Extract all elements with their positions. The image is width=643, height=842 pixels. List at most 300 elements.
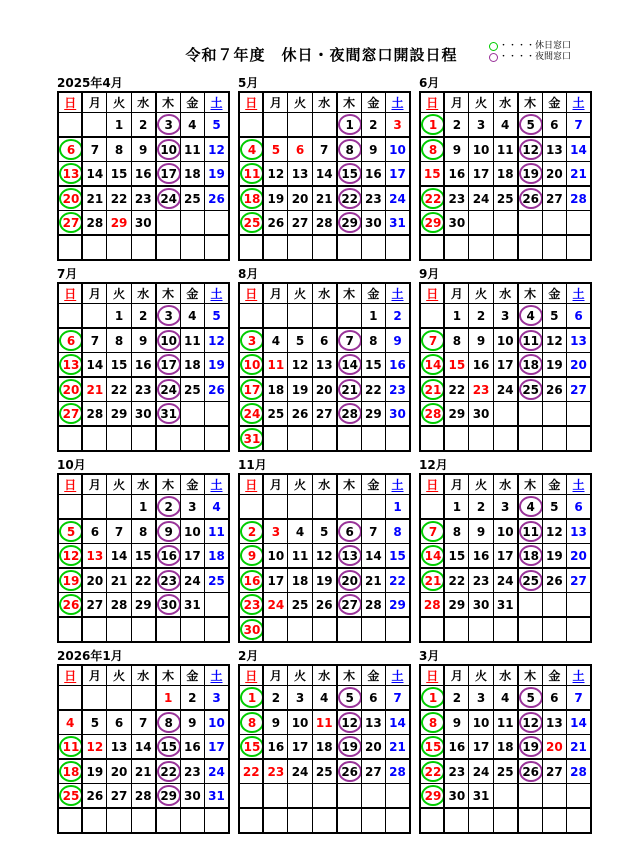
date-cell xyxy=(180,544,204,569)
date-cell xyxy=(567,211,591,236)
day-header-weekday: 木 xyxy=(156,283,180,304)
day-header-saturday: 土 xyxy=(567,665,591,686)
date-number: 20 xyxy=(570,357,587,372)
date-cell xyxy=(263,568,287,593)
date-cell xyxy=(205,353,229,378)
date-cell xyxy=(131,186,155,211)
date-cell xyxy=(518,495,542,520)
holiday-window-circle-icon xyxy=(240,139,263,160)
date-number: 12 xyxy=(86,739,104,754)
date-cell xyxy=(82,137,106,162)
date-number: 23 xyxy=(160,573,178,588)
date-cell xyxy=(263,617,287,642)
holiday-window-circle-icon xyxy=(421,736,444,757)
date-cell xyxy=(567,544,591,569)
date-number: 30 xyxy=(183,788,201,803)
date-cell xyxy=(131,519,155,544)
date-number: 15 xyxy=(364,357,382,372)
day-header-weekday: 月 xyxy=(82,665,106,686)
date-cell xyxy=(156,568,180,593)
date-number: 9 xyxy=(188,715,197,730)
date-number: 1 xyxy=(114,117,124,132)
day-header-weekday: 火 xyxy=(288,665,312,686)
date-cell xyxy=(469,808,493,833)
page-title: 令和７年度 休日・夜間窓口開設日程 xyxy=(185,46,458,64)
date-number: 17 xyxy=(496,548,514,563)
date-cell xyxy=(542,162,566,187)
date-cell xyxy=(361,686,385,711)
date-cell xyxy=(131,162,155,187)
date-number: 6 xyxy=(550,117,559,132)
date-number: 21 xyxy=(424,573,442,588)
week-row xyxy=(239,113,410,138)
week-row xyxy=(239,186,410,211)
date-cell xyxy=(444,710,468,735)
date-cell xyxy=(58,186,82,211)
day-header-weekday: 金 xyxy=(361,283,385,304)
date-cell xyxy=(518,426,542,451)
holiday-window-circle-icon xyxy=(421,330,444,351)
calendar-table xyxy=(57,473,230,643)
date-cell xyxy=(180,710,204,735)
date-cell xyxy=(361,544,385,569)
date-number: 22 xyxy=(110,191,128,206)
date-number: 6 xyxy=(550,690,559,705)
calendar-grid xyxy=(57,76,592,834)
date-number: 18 xyxy=(315,739,333,754)
date-cell xyxy=(420,304,444,329)
date-number: 8 xyxy=(114,333,124,348)
date-number: 22 xyxy=(364,382,382,397)
date-cell xyxy=(239,137,263,162)
date-number: 24 xyxy=(243,406,261,421)
date-cell xyxy=(58,235,82,260)
date-number: 22 xyxy=(448,573,466,588)
day-header-row xyxy=(420,92,591,113)
date-number: 24 xyxy=(291,764,309,779)
date-number: 14 xyxy=(364,548,382,563)
date-cell xyxy=(82,808,106,833)
date-number: 24 xyxy=(472,191,490,206)
date-cell xyxy=(239,113,263,138)
date-cell xyxy=(469,544,493,569)
date-cell xyxy=(82,353,106,378)
date-number: 2 xyxy=(164,499,173,514)
date-cell xyxy=(156,686,180,711)
date-number: 30 xyxy=(134,215,152,230)
date-cell xyxy=(131,710,155,735)
date-cell xyxy=(107,353,131,378)
date-cell xyxy=(263,759,287,784)
date-cell xyxy=(361,568,385,593)
date-cell xyxy=(263,784,287,809)
date-cell xyxy=(567,784,591,809)
date-cell xyxy=(542,235,566,260)
date-cell xyxy=(361,113,385,138)
night-window-circle-icon xyxy=(157,496,180,517)
week-row xyxy=(239,593,410,618)
day-header-sunday: 日 xyxy=(420,92,444,113)
date-number: 4 xyxy=(320,690,329,705)
date-number: 16 xyxy=(243,573,261,588)
date-cell xyxy=(567,353,591,378)
date-cell xyxy=(107,186,131,211)
day-header-saturday: 土 xyxy=(386,283,410,304)
date-number: 19 xyxy=(522,739,540,754)
week-row xyxy=(58,593,229,618)
date-cell xyxy=(180,113,204,138)
day-header-saturday: 土 xyxy=(386,474,410,495)
day-header-weekday: 火 xyxy=(469,474,493,495)
day-header-weekday: 金 xyxy=(542,92,566,113)
day-header-saturday: 土 xyxy=(567,283,591,304)
date-cell xyxy=(493,808,517,833)
date-cell xyxy=(288,495,312,520)
date-cell xyxy=(58,784,82,809)
date-cell xyxy=(131,735,155,760)
day-header-row xyxy=(420,283,591,304)
date-number: 25 xyxy=(243,215,261,230)
day-header-row xyxy=(239,283,410,304)
date-number: 13 xyxy=(62,166,80,181)
date-cell xyxy=(58,593,82,618)
date-cell xyxy=(420,186,444,211)
date-number: 28 xyxy=(341,406,359,421)
date-cell xyxy=(542,808,566,833)
night-window-circle-icon xyxy=(338,687,361,708)
date-number: 21 xyxy=(424,382,442,397)
holiday-window-circle-icon xyxy=(59,570,82,591)
date-cell xyxy=(288,211,312,236)
date-cell xyxy=(263,593,287,618)
date-number: 30 xyxy=(448,788,466,803)
date-number: 10 xyxy=(291,715,309,730)
holiday-window-circle-icon xyxy=(59,521,82,542)
date-cell xyxy=(493,593,517,618)
date-cell xyxy=(205,304,229,329)
date-cell xyxy=(239,211,263,236)
date-cell xyxy=(288,784,312,809)
day-header-weekday: 水 xyxy=(312,474,336,495)
date-cell xyxy=(263,377,287,402)
date-cell xyxy=(469,353,493,378)
date-cell xyxy=(180,353,204,378)
date-cell xyxy=(312,686,336,711)
date-number: 12 xyxy=(208,142,225,157)
date-number: 26 xyxy=(208,382,225,397)
date-cell xyxy=(58,211,82,236)
date-number: 29 xyxy=(424,788,442,803)
night-window-circle-icon xyxy=(338,570,361,591)
day-header-row xyxy=(420,474,591,495)
date-cell xyxy=(337,377,361,402)
day-header-sunday: 日 xyxy=(420,283,444,304)
date-number: 27 xyxy=(570,573,587,588)
date-cell xyxy=(337,186,361,211)
week-row xyxy=(420,495,591,520)
date-cell xyxy=(518,759,542,784)
date-cell xyxy=(180,377,204,402)
night-window-circle-icon xyxy=(519,736,542,757)
week-row xyxy=(239,735,410,760)
date-cell xyxy=(82,113,106,138)
day-header-saturday: 土 xyxy=(205,92,229,113)
date-cell xyxy=(107,519,131,544)
date-cell xyxy=(518,304,542,329)
date-cell xyxy=(567,735,591,760)
date-number: 15 xyxy=(134,548,152,563)
night-window-circle-icon xyxy=(157,761,180,782)
date-number: 5 xyxy=(345,690,354,705)
date-number: 5 xyxy=(271,142,281,157)
night-window-circle-icon xyxy=(338,712,361,733)
week-row xyxy=(420,784,591,809)
date-number: 3 xyxy=(295,690,305,705)
date-number: 1 xyxy=(139,499,148,514)
holiday-window-circle-icon xyxy=(240,545,263,566)
week-row xyxy=(58,426,229,451)
date-cell xyxy=(542,593,566,618)
day-header-weekday: 木 xyxy=(518,283,542,304)
date-number: 7 xyxy=(90,142,100,157)
date-number: 19 xyxy=(341,739,359,754)
date-number: 19 xyxy=(545,548,563,563)
date-cell xyxy=(361,304,385,329)
date-number: 19 xyxy=(62,573,80,588)
date-number: 27 xyxy=(315,406,333,421)
date-cell xyxy=(444,617,468,642)
date-cell xyxy=(469,710,493,735)
date-cell xyxy=(58,735,82,760)
date-cell xyxy=(493,519,517,544)
date-cell xyxy=(542,759,566,784)
date-cell xyxy=(131,113,155,138)
date-number: 13 xyxy=(62,357,80,372)
night-window-circle-icon xyxy=(157,521,180,542)
date-number: 31 xyxy=(183,597,201,612)
date-number: 4 xyxy=(188,117,197,132)
calendar-table xyxy=(419,282,592,452)
week-row xyxy=(58,519,229,544)
date-cell xyxy=(107,162,131,187)
week-row xyxy=(58,186,229,211)
date-number: 4 xyxy=(212,499,221,514)
date-number: 7 xyxy=(345,333,354,348)
night-window-circle-icon xyxy=(157,785,180,806)
date-cell xyxy=(312,211,336,236)
night-window-circle-icon xyxy=(338,139,361,160)
date-number: 15 xyxy=(423,166,441,181)
month-calendar xyxy=(57,267,230,452)
date-number: 11 xyxy=(291,548,309,563)
date-cell xyxy=(444,544,468,569)
holiday-window-circle-icon xyxy=(59,188,82,209)
date-cell xyxy=(444,519,468,544)
date-number: 1 xyxy=(163,690,173,705)
day-header-weekday: 水 xyxy=(131,92,155,113)
week-row xyxy=(58,377,229,402)
holiday-window-circle-icon xyxy=(59,330,82,351)
date-cell xyxy=(312,784,336,809)
date-cell xyxy=(82,328,106,353)
date-cell xyxy=(107,784,131,809)
night-window-circle-icon xyxy=(519,139,542,160)
holiday-window-circle-icon xyxy=(421,114,444,135)
date-cell xyxy=(567,377,591,402)
date-cell xyxy=(180,328,204,353)
date-number: 13 xyxy=(110,739,128,754)
night-window-circle-icon xyxy=(157,545,180,566)
date-number: 7 xyxy=(320,142,329,157)
date-cell xyxy=(444,377,468,402)
date-cell xyxy=(107,617,131,642)
date-cell xyxy=(239,162,263,187)
date-number: 22 xyxy=(110,382,128,397)
date-cell xyxy=(386,784,410,809)
date-cell xyxy=(386,808,410,833)
date-number: 31 xyxy=(389,215,406,230)
date-cell xyxy=(542,402,566,427)
date-number: 20 xyxy=(341,573,359,588)
holiday-window-circle-icon xyxy=(240,330,263,351)
date-cell xyxy=(420,686,444,711)
date-cell xyxy=(469,113,493,138)
day-header-weekday: 金 xyxy=(361,92,385,113)
holiday-window-circle-icon xyxy=(421,139,444,160)
date-cell xyxy=(288,377,312,402)
date-number: 2 xyxy=(452,117,462,132)
date-cell xyxy=(542,544,566,569)
week-row xyxy=(420,235,591,260)
date-cell xyxy=(263,211,287,236)
night-window-circle-icon xyxy=(157,403,180,424)
week-row xyxy=(420,759,591,784)
date-cell xyxy=(205,617,229,642)
month-calendar xyxy=(238,76,411,261)
date-cell xyxy=(420,495,444,520)
date-number: 12 xyxy=(522,142,540,157)
date-number: 18 xyxy=(183,166,201,181)
date-cell xyxy=(205,113,229,138)
date-cell xyxy=(58,426,82,451)
date-cell xyxy=(386,328,410,353)
date-cell xyxy=(239,759,263,784)
date-cell xyxy=(542,211,566,236)
week-row xyxy=(420,377,591,402)
date-cell xyxy=(420,426,444,451)
holiday-window-circle-icon xyxy=(59,139,82,160)
date-cell xyxy=(58,304,82,329)
date-number: 3 xyxy=(501,308,510,323)
date-number: 19 xyxy=(86,764,104,779)
date-cell xyxy=(263,710,287,735)
date-number: 8 xyxy=(247,715,257,730)
date-cell xyxy=(180,162,204,187)
date-cell xyxy=(263,519,287,544)
date-cell xyxy=(156,495,180,520)
day-header-weekday: 金 xyxy=(180,665,204,686)
date-cell xyxy=(288,686,312,711)
date-cell xyxy=(444,235,468,260)
holiday-window-circle-icon xyxy=(421,379,444,400)
date-number: 30 xyxy=(472,406,490,421)
day-header-weekday: 火 xyxy=(107,665,131,686)
date-cell xyxy=(288,353,312,378)
day-header-weekday: 月 xyxy=(82,92,106,113)
date-cell xyxy=(337,495,361,520)
date-cell xyxy=(493,304,517,329)
date-cell xyxy=(239,495,263,520)
date-cell xyxy=(239,353,263,378)
date-cell xyxy=(82,710,106,735)
date-cell xyxy=(469,617,493,642)
date-number: 11 xyxy=(315,715,333,730)
legend-label: ・・・・休日窓口 xyxy=(499,41,572,51)
date-cell xyxy=(361,137,385,162)
date-number: 3 xyxy=(247,333,257,348)
night-window-circle-icon xyxy=(519,354,542,375)
month-title: 7月 xyxy=(57,267,78,281)
date-cell xyxy=(180,211,204,236)
date-cell xyxy=(239,735,263,760)
date-cell xyxy=(107,808,131,833)
date-cell xyxy=(156,617,180,642)
date-number: 19 xyxy=(208,166,225,181)
date-cell xyxy=(420,353,444,378)
date-cell xyxy=(386,402,410,427)
date-number: 9 xyxy=(452,715,462,730)
night-window-circle-icon xyxy=(338,212,361,233)
date-cell xyxy=(444,426,468,451)
date-cell xyxy=(518,710,542,735)
day-header-weekday: 金 xyxy=(180,283,204,304)
date-number: 9 xyxy=(476,524,486,539)
date-number: 13 xyxy=(291,166,309,181)
holiday-window-circle-icon xyxy=(59,736,82,757)
holiday-window-circle-icon xyxy=(421,545,444,566)
date-number: 4 xyxy=(295,524,305,539)
holiday-window-circle-icon xyxy=(421,570,444,591)
date-number: 16 xyxy=(134,166,152,181)
week-row xyxy=(58,735,229,760)
week-row xyxy=(420,328,591,353)
date-cell xyxy=(82,735,106,760)
day-header-sunday: 日 xyxy=(239,283,263,304)
date-cell xyxy=(361,426,385,451)
date-number: 12 xyxy=(267,166,285,181)
date-cell xyxy=(337,519,361,544)
date-cell xyxy=(493,544,517,569)
date-number: 8 xyxy=(369,333,378,348)
date-number: 2 xyxy=(188,690,197,705)
holiday-window-circle-icon xyxy=(59,212,82,233)
month-title: 3月 xyxy=(419,649,440,663)
date-cell xyxy=(156,519,180,544)
date-number: 18 xyxy=(522,357,540,372)
date-cell xyxy=(263,735,287,760)
week-row xyxy=(420,735,591,760)
day-header-saturday: 土 xyxy=(205,665,229,686)
date-cell xyxy=(337,544,361,569)
date-cell xyxy=(386,759,410,784)
date-cell xyxy=(156,137,180,162)
date-number: 26 xyxy=(522,764,540,779)
date-cell xyxy=(337,617,361,642)
month-title: 9月 xyxy=(419,267,440,281)
date-cell xyxy=(518,377,542,402)
month-calendar xyxy=(419,76,592,261)
date-cell xyxy=(82,211,106,236)
